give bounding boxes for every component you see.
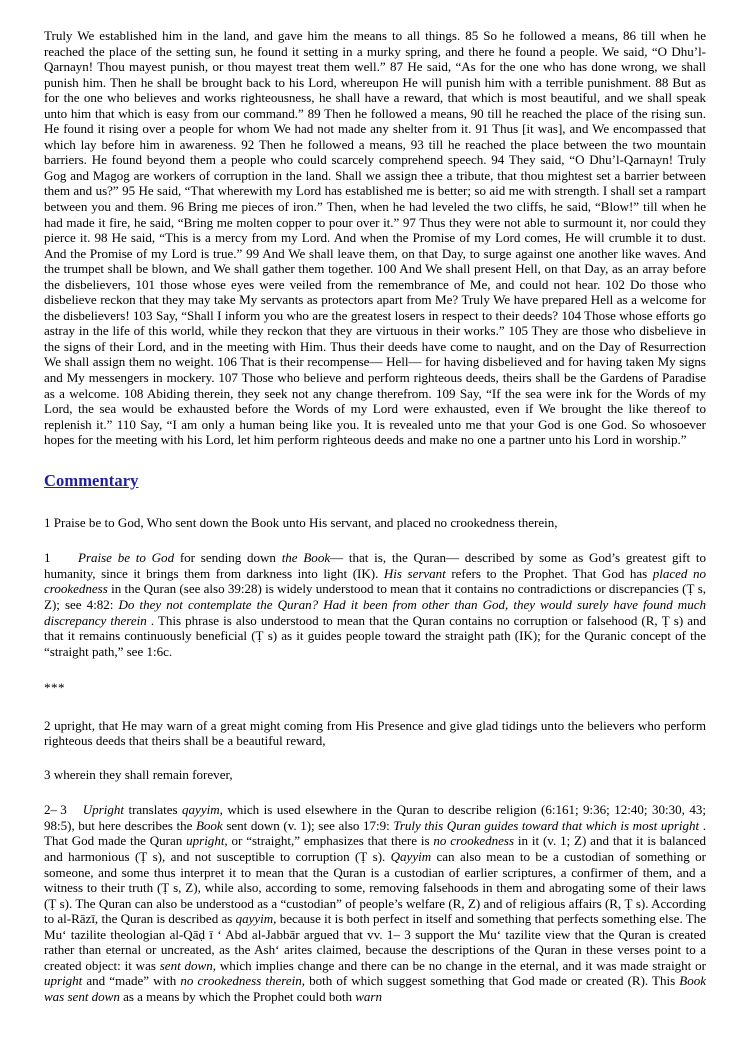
verse-2-text: 2 upright, that He may warn of a great might coming from His Presence and give glad tidings unto the believers who perform righteous deeds that theirs shall be a beautiful reward, — [44, 717, 706, 749]
spacer — [44, 659, 706, 680]
spacer — [44, 530, 706, 550]
spacer — [44, 696, 706, 718]
comm2-quote-7: Truly this Quran guides toward that which is most upright — [393, 817, 700, 833]
comm2-text-8: . That God made the Quran — [44, 817, 706, 849]
comm2-lemma-15: qayyim, — [235, 911, 277, 927]
comm2-lemma-23: Book was sent down — [44, 973, 706, 1004]
comm2-lemma-21: no crookedness therein, — [180, 973, 305, 989]
verse-3-text: 3 wherein they shall remain forever, — [44, 766, 233, 782]
comm2-text-2: translates — [123, 802, 183, 818]
commentary-2-number: 2– 3 — [44, 802, 67, 818]
commentary-paragraph-1 — [44, 550, 706, 659]
comm1-text-8: in the Quran (see also 39:28) is widely understood to mean that it contains no contradictions or discrepancies (Ṭ s, Z); see 4:82: — [44, 581, 706, 612]
comm2-text-6: sent down (v. 1); see also 17:9: — [222, 817, 394, 833]
comm2-text-22: both of which suggest something that God made or created (R). This — [304, 973, 680, 989]
spacer — [44, 749, 706, 767]
comm2-text-24: as a means by which the Prophet could both — [119, 988, 356, 1004]
comm1-lemma-5: His servant — [383, 565, 446, 581]
verse-1-text: 1 Praise be to God, Who sent down the Book unto His servant, and placed no crookedness therein, — [44, 514, 558, 530]
comm1-text-6: refers to the Prophet. That God has — [445, 565, 653, 581]
comm1-lemma-3: the Book — [281, 550, 331, 566]
comm2-lemma-5: Book — [195, 817, 223, 833]
comm2-text-14: can also mean to be a custodian of something or someone, and some thus interpret it to mean that the Quran is a custodian of earlier scriptures, a confirmer of them, and a witness to their truth (Ṭ s, Z), while also, according to some, removing falsehoods in them and abrogating some of their laws (Ṭ s). The Quran can also be understood as a “custodian” of people’s welfare (R, Z) and of religious affairs (R, Ṭ s). According to al-Rāzī, the Quran is described as — [44, 848, 706, 927]
comm2-lemma-11: no crookedness — [433, 833, 515, 849]
comm2-lemma-25: warn — [355, 988, 382, 1004]
comm2-lemma-9: upright, — [186, 833, 228, 849]
comm2-lemma-19: upright — [44, 973, 83, 989]
commentary-1-number: 1 — [44, 550, 51, 566]
comm2-text-20: and “made” with — [82, 973, 181, 989]
comm2-lemma-3: qayyim, — [182, 802, 223, 818]
quran-translation-paragraph: Truly We established him in the land, and gave him the means to all things. 85 So he followed a means, 86 till when he reached the place of the setting sun, he found it setting in a murky spring, and there he found a people. We said, “O Dhu’l-Qarnayn! Thou mayest punish, or thou mayest treat them well.” 87 He said, “As for the one who has done wrong, we shall punish him. Then he shall be brought back to his Lord, whereupon He will punish him with a terrible punishment. 88 But as for the one who believes and works righteousness, he shall have a reward, that which is most beautiful, and we shall speak unto him that which is easy from our command.” 89 Then he followed a means, 90 till he reached the place of the rising sun. He found it rising over a people for whom We had not made any shelter from it. 91 Thus [it was], and We encompassed that which lay before him in awareness. 92 Then he followed a means, 93 till he reached the place between the two mountain barriers. He found beyond them a people who could scarcely comprehend speech. 94 They said, “O Dhu’l-Qarnayn! Truly Gog and Magog are workers of corruption in the land. Shall we assign thee a tribute, that thou mightest set a barrier between them and us?” 95 He said, “That wherewith my Lord has established me is better; so aid me with strength. I shall set a rampart between you and them. 96 Bring me pieces of iron.” Then, when he had leveled the two cliffs, he said, “Blow!” till when he had made it fire, he said, “Bring me molten copper to pour over it.” 97 Thus they were not able to surmount it, nor could they pierce it. 98 He said, “This is a mercy from my Lord. And when the Promise of my Lord comes, He will crumble it to dust. And the Promise of my Lord is true.” 99 And We shall leave them, on that Day, to surge against one another like waves. And the trumpet shall be blown, and We shall gather them together. 100 And We shall present Hell, on that Day, as an array before the disbelievers, 101 those whose eyes were veiled from the remembrance of Me, and could not hear. 102 Do those who disbelieve reckon that they may take My servants as protectors apart from Me? Truly We have prepared Hell as a welcome for the disbelievers! 103 Say, “Shall I inform you who are the greatest losers in respect to their deeds? 104 Those whose efforts go astray in the life of this world, while they reckon that they are virtuous in their works.” 105 They are those who disbelieve in the signs of their Lord, and in the meeting with Him. Thus their deeds have come to naught, and on the Day of Resurrection We shall assign them no weight. 106 That is their recompense— Hell— for having disbelieved and for having taken My signs and My messengers in mockery. 107 Those who believe and perform righteous deeds, theirs shall be the Gardens of Paradise as a welcome. 108 Abiding therein, they seek not any change therefrom. 109 Say, “If the sea were ink for the Words of my Lord, the sea would be exhausted before the Words of my Lord were exhausted, even if We brought the like thereof to replenish it.” 110 Say, “I am only a human being like you. It is revealed unto me that your God is one God. So whosoever hopes for the meeting with his Lord, let him perform righteous deeds and make no one a partner unto his Lord in worship.” — [44, 28, 706, 448]
spacer — [44, 782, 706, 802]
comm2-text-4: which is used elsewhere in the Quran to describe religion (6:161; 9:36; 12:40; 30:30, 43; 98:5), but here describes the — [44, 802, 706, 833]
page-title: Commentary — [44, 470, 139, 490]
comm1-text-4: — that is, the Quran— described by some as God’s greatest gift to humanity, since it brings them from darkness into light (IK). — [44, 550, 706, 581]
comm2-lemma-1: Upright — [82, 802, 124, 818]
commentary-heading-wrapper — [44, 471, 706, 491]
comm1-lemma-7: placed no crookedness — [44, 565, 706, 597]
comm2-text-18: which implies change and there can be no change in the eternal, and it was made straight or — [215, 957, 706, 973]
comm1-quote-9: Do they not contemplate the Quran? Had it been from other than God, they would surely have found much discrepancy therein — [44, 596, 706, 628]
spacer — [44, 491, 706, 515]
comm2-lemma-17: sent down, — [159, 957, 216, 973]
comm1-lemma-1: Praise be to God — [78, 550, 175, 566]
comm1-text-2: for sending down — [174, 550, 282, 566]
comm2-text-10: or “straight,” emphasizes that there is — [227, 833, 434, 849]
comm1-text-10: . This phrase is also understood to mean that the Quran contains no corruption or falsehood (R, Ṭ s) and that it remains continuously beneficial (Ṭ s) as it guides people toward the straight path (IK); for the Quranic concept of the “straight path,” see 1:6c. — [44, 612, 707, 659]
comm2-text-16: because it is both perfect in itself and something that perfects something else. The Muʻ tazilite theologian al-Qāḍ ī ʻ Abd al-Jabbār argued that vv. 1– 3 support the Muʻ tazilite view that the Quran is created rather than eternal or uncreated, as the Ashʻ arites claimed, because the descriptions of the Quran in these verses point to a created object: it was — [44, 911, 706, 973]
comm2-text-12: in it (v. 1; Z) and that it is balanced and harmonious (Ṭ s), and not susceptible to corruption (Ṭ s). — [44, 833, 706, 864]
section-separator: *** — [44, 680, 66, 696]
comm2-lemma-13: Qayyim — [390, 848, 432, 864]
commentary-paragraph-2 — [44, 802, 706, 1004]
